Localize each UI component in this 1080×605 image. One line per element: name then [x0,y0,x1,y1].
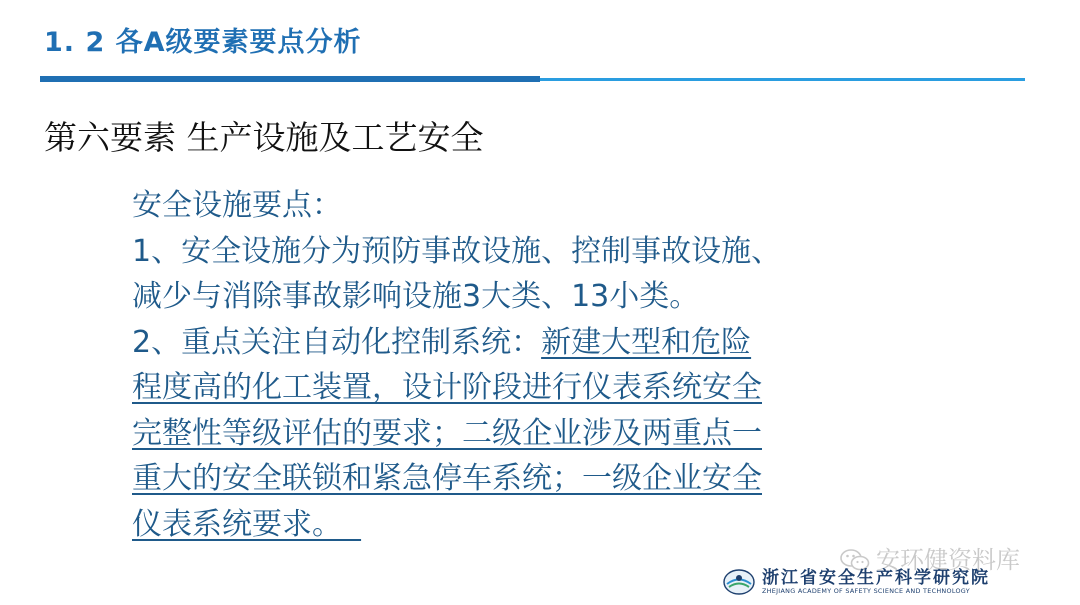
footer-branding [722,567,990,597]
content-line: 1、安全设施分为预防事故设施、控制事故设施、 [132,233,782,269]
content-line [132,502,902,548]
slide-title: 1. 2 各A级要素要点分析 [44,27,362,58]
watermark-text: 安环健资料库 [876,546,1020,574]
content-body [132,183,902,547]
org-name-en: ZHEJIANG ACADEMY OF SAFETY SCIENCE AND TECHNOLOGY [762,586,970,595]
academy-logo-icon [722,567,756,597]
content-line: 减少与消除事故影响设施3大类、13小类。 [132,279,700,314]
content-line-underlined: 完整性等级评估的要求；二级企业涉及两重点一 [132,415,762,451]
org-name-cn: 浙江省安全生产科学研究院 [762,567,990,588]
content-line-underlined: 重大的安全联锁和紧急停车系统；一级企业安全 [132,461,762,496]
section-heading: 第六要素 生产设施及工艺安全 [44,118,484,157]
title-underline-accent [40,76,540,82]
content-line-underlined: 仪表系统要求。 [132,506,342,542]
content-line-underlined: 程度高的化工装置，设计阶段进行仪表系统安全 [132,370,762,405]
content-line-plain: 2、重点关注自动化控制系统： [132,324,542,360]
content-line-underlined: 新建大型和危险 [541,324,752,360]
content-line: 安全设施要点： [132,188,342,223]
content-line [132,320,902,366]
